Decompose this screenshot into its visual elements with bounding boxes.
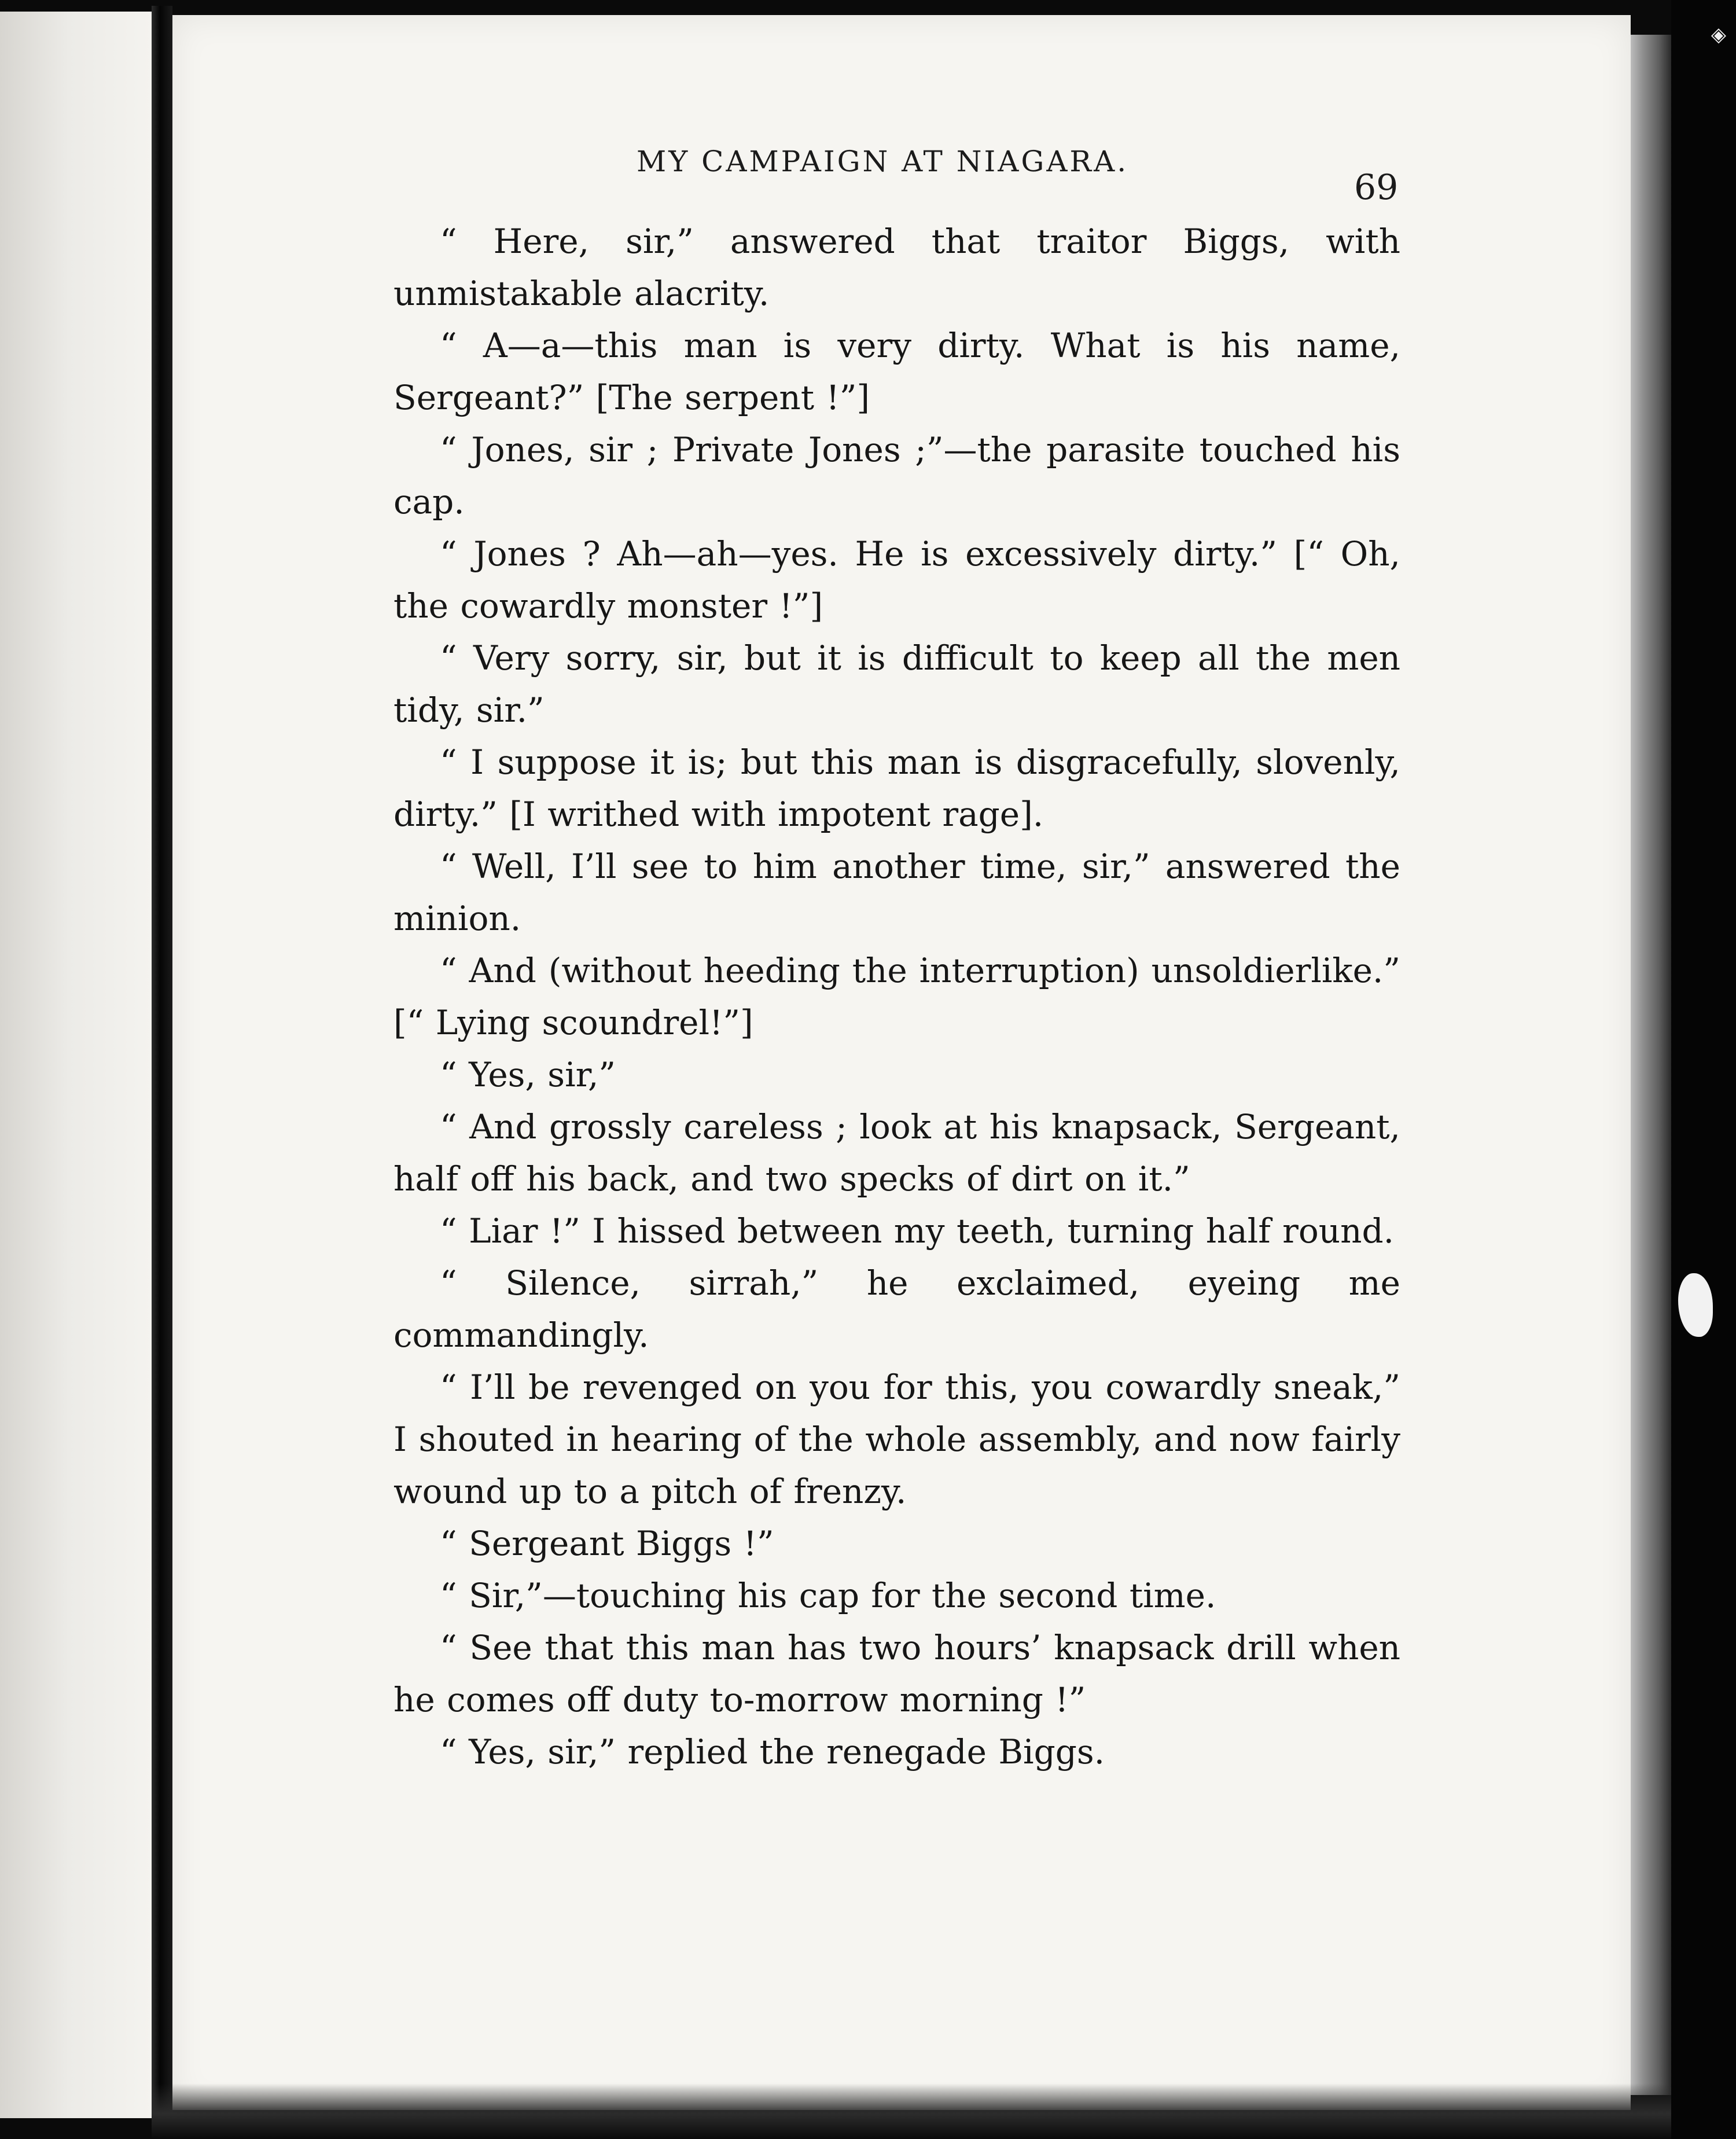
- paragraph: “ I suppose it is; but this man is disgracefully, slovenly, dirty.” [I writhed with impotent rage].: [393, 743, 1400, 834]
- paragraph: “ Jones, sir ; Private Jones ;”—the parasite touched his cap.: [393, 430, 1400, 521]
- paragraph: “ Here, sir,” answered that traitor Biggs, with unmistakable alacrity.: [393, 222, 1400, 313]
- paragraph: “ Yes, sir,”: [440, 1055, 616, 1094]
- paragraph: “ Jones ? Ah—ah—yes. He is excessively dirty.” [“ Oh, the cowardly monster !”]: [393, 534, 1400, 626]
- paragraph: “ And grossly careless ; look at his knapsack, Sergeant, half off his back, and two specks of dirt on it.”: [393, 1107, 1400, 1199]
- paragraph: “ Sergeant Biggs !”: [440, 1524, 774, 1563]
- running-head: MY CAMPAIGN AT NIAGARA.: [637, 145, 1129, 178]
- page-number: 69: [1354, 167, 1399, 208]
- body-text: [393, 215, 1400, 1778]
- bottom-shadow: [152, 2083, 1671, 2139]
- paragraph: “ I’ll be revenged on you for this, you cowardly sneak,” I shouted in hearing of the whole assembly, and now fairly wound up to a pitch of frenzy.: [393, 1368, 1400, 1511]
- paragraph: “ Sir,”—touching his cap for the second time.: [440, 1576, 1216, 1615]
- paragraph: “ Well, I’ll see to him another time, sir,” answered the minion.: [393, 847, 1400, 938]
- corner-registration-mark-icon: ◈: [1711, 23, 1727, 46]
- page-edge-stack: [1631, 35, 1671, 2095]
- facing-page-edge: [0, 12, 152, 2118]
- paragraph: “ Very sorry, sir, but it is difficult to keep all the men tidy, sir.”: [393, 638, 1400, 730]
- paragraph: “ Silence, sirrah,” he exclaimed, eyeing me commandingly.: [393, 1263, 1400, 1355]
- scan-border: [1671, 0, 1736, 2139]
- paragraph: “ A—a—this man is very dirty. What is his name, Sergeant?” [The serpent !”]: [393, 326, 1400, 417]
- paragraph: “ Yes, sir,” replied the renegade Biggs.: [440, 1732, 1105, 1772]
- book-page: [172, 15, 1631, 2110]
- paragraph: “ And (without heeding the interruption) unsoldierlike.” [“ Lying scoundrel!”]: [393, 951, 1400, 1042]
- book-gutter: [152, 6, 172, 2130]
- paragraph: “ See that this man has two hours’ knapsack drill when he comes off duty to-morrow morning !”: [393, 1628, 1400, 1719]
- paragraph: “ Liar !” I hissed between my teeth, turning half round.: [440, 1211, 1395, 1251]
